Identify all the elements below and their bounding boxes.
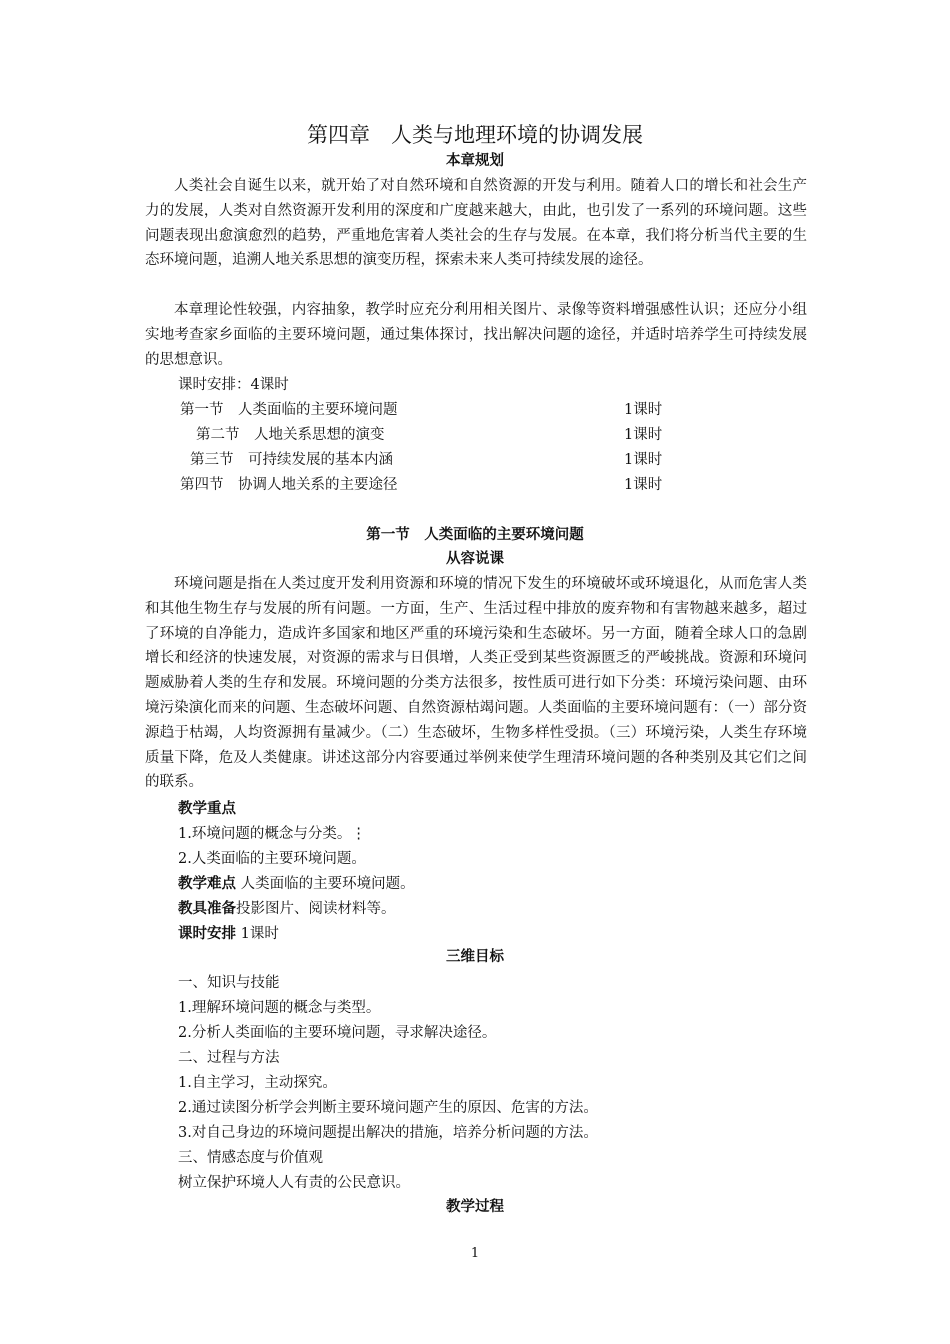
- tools-label: 教具准备: [178, 901, 236, 917]
- objective-line: 二、过程与方法: [178, 1050, 280, 1066]
- tools-text: 投影图片、阅读材料等。: [236, 901, 396, 917]
- page-number: 1: [470, 1246, 480, 1261]
- difficulty-line: [178, 872, 415, 897]
- chapter-intro-paragraph: 人类社会自诞生以来，就开始了对自然环境和自然资源的开发与利用。随着人口的增长和社会生产力的发展，人类对自然资源开发利用的深度和广度越来越大，由此，也引发了一系列的环境问题。这些问题表现出愈演愈烈的趋势，严重地危害着人类社会的生存与发展。在本章，我们将分析当代主要的生态环境问题，追溯人地关系思想的演变历程，探索未来人类可持续发展的途径。: [145, 178, 807, 269]
- toc-item-1: 第一节 人类面临的主要环境问题: [180, 402, 398, 418]
- schedule-line: [178, 922, 279, 947]
- toc-item-2: 第二节 人地关系思想的演变: [196, 427, 385, 443]
- objective-line: 3.对自己身边的环境问题提出解决的措施，培养分析问题的方法。: [178, 1125, 598, 1141]
- objective-line: 一、知识与技能: [178, 975, 280, 991]
- chapter-schedule: 课时安排：4课时: [178, 377, 289, 393]
- key-points-label: 教学重点: [178, 801, 236, 817]
- objective-line: 2.通过读图分析学会判断主要环境问题产生的原因、危害的方法。: [178, 1100, 598, 1116]
- process-heading: 教学过程: [446, 1199, 504, 1215]
- tools-line: [178, 897, 396, 922]
- key-point-2: 2.人类面临的主要环境问题。: [178, 851, 366, 867]
- objective-line: 树立保护环境人人有责的公民意识。: [178, 1175, 410, 1191]
- chapter-title: 第四章 人类与地理环境的协调发展: [307, 123, 643, 147]
- schedule-label: 课时安排: [178, 926, 236, 942]
- chapter-planning-heading: 本章规划: [446, 153, 504, 169]
- section-subtitle: 从容说课: [446, 551, 504, 567]
- difficulty-label: 教学难点: [178, 876, 236, 892]
- toc-hours-2: 1课时: [624, 427, 663, 443]
- toc-item-3: 第三节 可持续发展的基本内涵: [190, 452, 393, 468]
- teaching-advice-paragraph: 本章理论性较强，内容抽象，教学时应充分利用相关图片、录像等资料增强感性认识；还应分小组实地考查家乡面临的主要环境问题，通过集体探讨，找出解决问题的途径，并适时培养学生可持续发展的思想意识。: [145, 302, 807, 368]
- key-point-1: 1.环境问题的概念与分类。⋮: [178, 826, 366, 842]
- toc-hours-4: 1课时: [624, 477, 663, 493]
- objective-line: 1.理解环境问题的概念与类型。: [178, 1000, 381, 1016]
- environment-problem-paragraph: 环境问题是指在人类过度开发利用资源和环境的情况下发生的环境破坏或环境退化，从而危害人类和其他生物生存与发展的所有问题。一方面，生产、生活过程中排放的废弃物和有害物越来越多，超过了环境的自净能力，造成许多国家和地区严重的环境污染和生态破坏。另一方面，随着全球人口的急剧增长和经济的快速发展，对资源的需求与日俱增，人类正受到某些资源匮乏的严峻挑战。资源和环境问题威胁着人类的生存和发展。环境问题的分类方法很多，按性质可进行如下分类：环境污染问题、由环境污染演化而来的问题、生态破坏问题、自然资源枯竭问题。人类面临的主要环境问题有：（一）部分资源趋于枯竭，人均资源拥有量减少。（二）生态破坏，生物多样性受损。（三）环境污染，人类生存环境质量下降，危及人类健康。讲述这部分内容要通过举例来使学生理清环境问题的各种类别及其它们之间的联系。: [145, 576, 807, 791]
- difficulty-text: 人类面临的主要环境问题。: [236, 876, 415, 892]
- objective-line: 1.自主学习，主动探究。: [178, 1075, 337, 1091]
- toc-hours-3: 1课时: [624, 452, 663, 468]
- objectives-heading: 三维目标: [446, 949, 504, 965]
- objective-line: 2.分析人类面临的主要环境问题，寻求解决途径。: [178, 1025, 497, 1041]
- schedule-text: 1课时: [236, 926, 279, 942]
- section-title: 第一节 人类面临的主要环境问题: [366, 527, 584, 543]
- objective-line: 三、情感态度与价值观: [178, 1150, 323, 1166]
- toc-hours-1: 1课时: [624, 402, 663, 418]
- toc-item-4: 第四节 协调人地关系的主要途径: [180, 477, 398, 493]
